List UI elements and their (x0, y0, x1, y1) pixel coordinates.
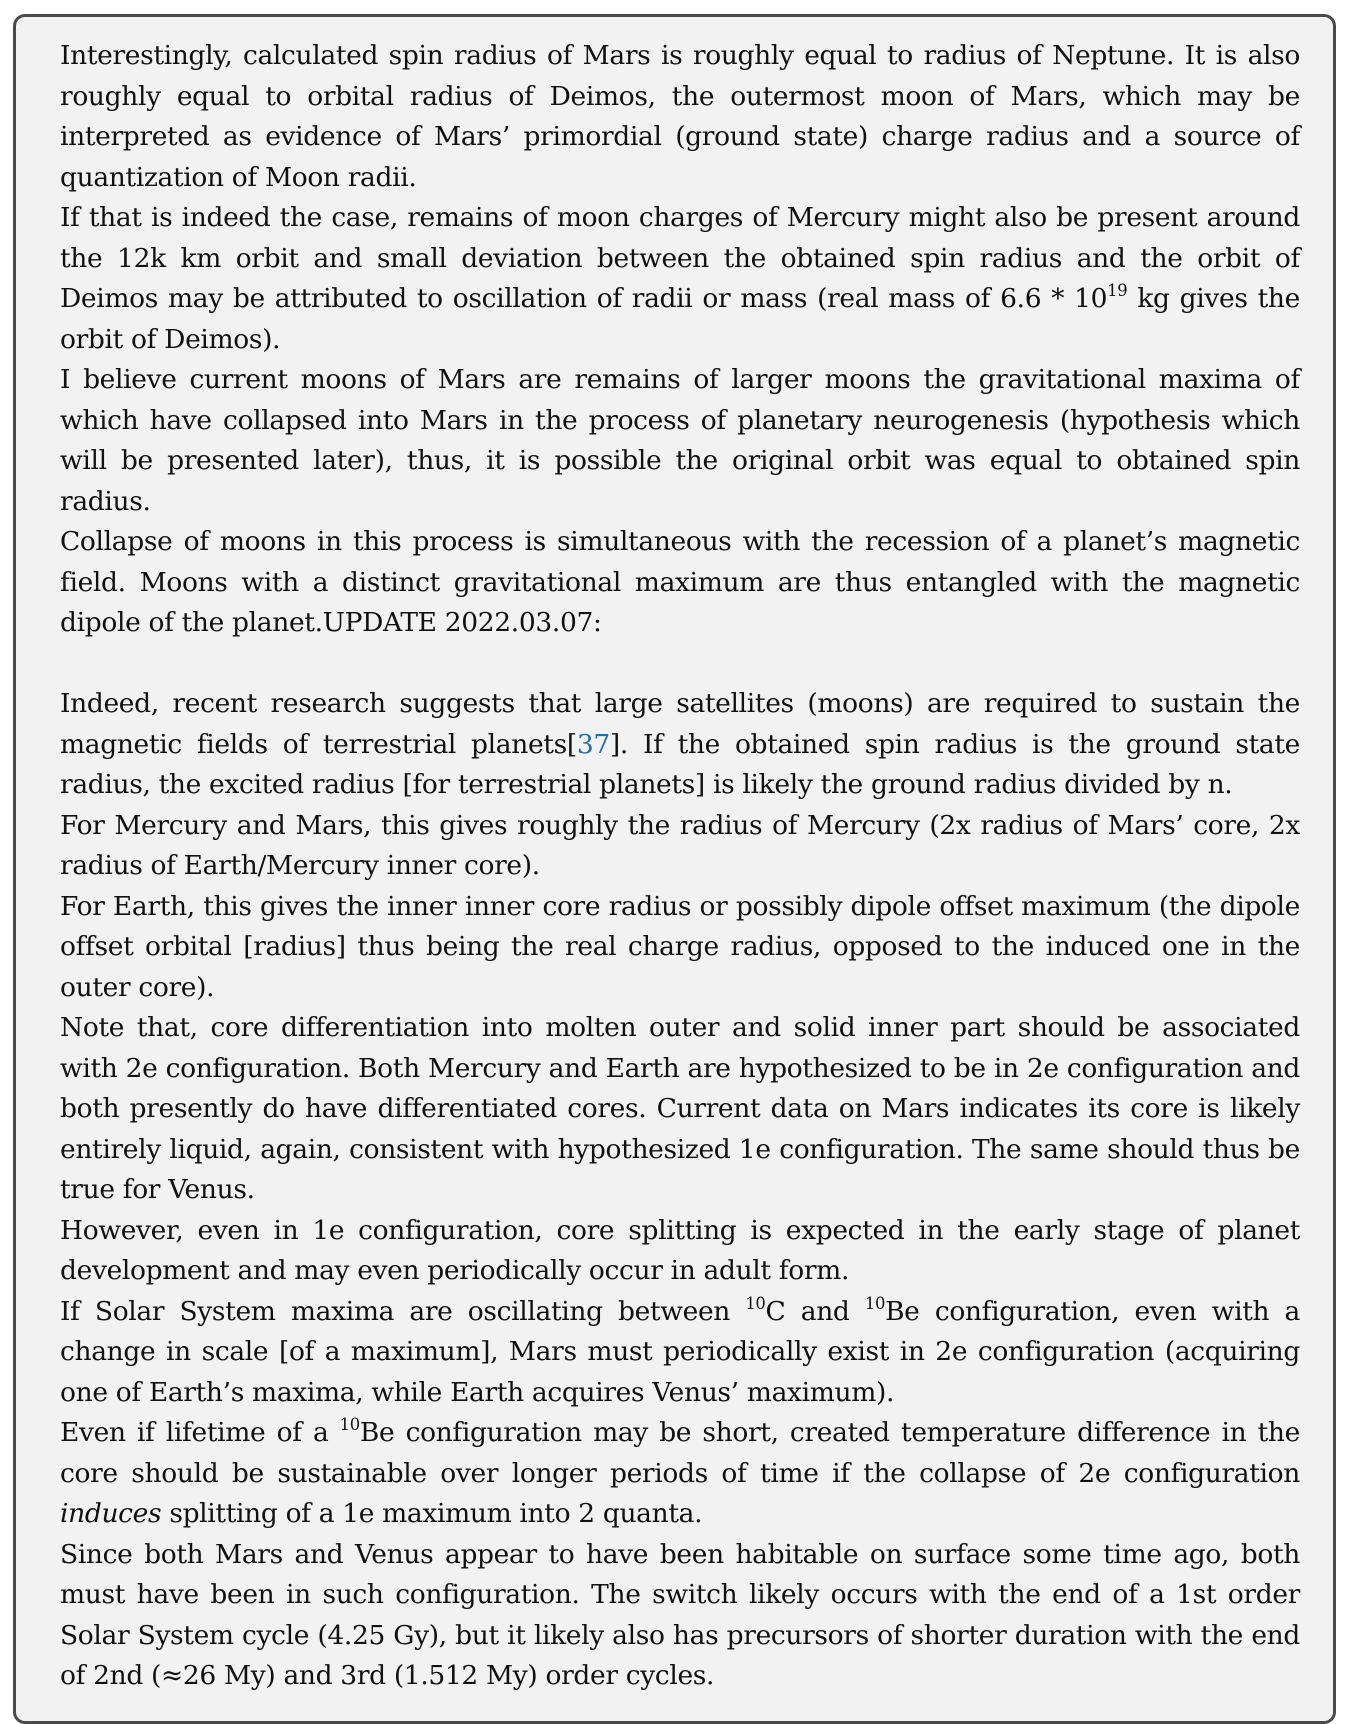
superscript-exponent: 19 (1107, 281, 1128, 301)
text-run: If Solar System maxima are oscillating between (60, 1295, 746, 1327)
superscript-isotope: 10 (745, 1293, 766, 1313)
citation-link[interactable]: 37 (576, 728, 610, 760)
paragraph-mars-spin-radius: Interestingly, calculated spin radius of Mars is roughly equal to radius of Neptune. It is also roughly equal to orbital radius of Deimos, the outermost moon of Mars, which may be interpreted as evidence of Mars’ primordial (ground state) charge radius and a source of quantization of Moon radii. (60, 40, 1300, 193)
text-run: Be configuration, even with a change in scale [of a maximum], Mars must periodically exist in 2e configuration (acquiring one of Earth’s maxima, while Earth acquires Venus’ maximum). (60, 1295, 1301, 1408)
text-run: C and (765, 1295, 865, 1327)
paragraph-habitability-cycles: Since both Mars and Venus appear to have been habitable on surface some time ago, both must have been in such configuration. The switch likely occurs with the end of a 1st order Solar System cycle (4.25 Gy), but it likely also has precursors of shorter duration with the end of 2nd (≈26 My) and 3rd (1.512 My) order cycles. (60, 1538, 1300, 1691)
paragraph-core-differentiation: Note that, core differentiation into molten outer and solid inner part should be associated with 2e configuration. Both Mercury and Earth are hypothesized to be in 2e configuration and both presently do have differentiated cores. Current data on Mars indicates its core is likely entirely liquid, again, consistent with hypothesized 1e configuration. The same should thus be true for Venus. (60, 1012, 1300, 1205)
paragraph-collapse-of-moons: Collapse of moons in this process is simultaneous with the recession of a planet’s magnetic field. Moons with a distinct gravitational maximum are thus entangled with the magnetic dipole of the planet.UPDATE 2022.03.07: (60, 526, 1300, 638)
paragraph-update-research (60, 684, 1300, 806)
text-run: If that is indeed the case, remains of moon charges of Mercury might also be present around the 12k km orbit and small deviation between the obtained spin radius and the orbit of Deimos may be attributed to oscillation of radii or mass (real mass of 6.6 * 10 (60, 202, 1300, 314)
emphasis-text: induces (60, 1498, 162, 1529)
superscript-isotope: 10 (864, 1293, 886, 1313)
text-run: Even if lifetime of a (60, 1417, 340, 1448)
paragraph-spacer (60, 644, 1300, 685)
text-run: Be configuration may be short, created temperature difference in the core should be sustainable over longer periods of time if the collapse of 2e configuration (60, 1417, 1300, 1489)
superscript-isotope: 10 (339, 1415, 360, 1435)
text-run: kg gives the orbit of Deimos). (60, 283, 1300, 355)
paragraph-mercury-moon-charges (60, 198, 1300, 360)
paragraph-solar-system-maxima (60, 1292, 1300, 1414)
paragraph-be-configuration-lifetime (60, 1413, 1300, 1535)
paragraph-earth-inner-core: For Earth, this gives the inner inner core radius or possibly dipole offset maximum (the dipole offset orbital [radius] thus being the real charge radius, opposed to the induced one in the outer core). (60, 890, 1300, 1003)
paragraph-core-splitting: However, even in 1e configuration, core splitting is expected in the early stage of planet development and may even periodically occur in adult form. (60, 1214, 1300, 1286)
text-run: Indeed, recent research suggests that large satellites (moons) are required to sustain the magnetic fields of terrestrial planets[ (60, 688, 1300, 760)
paragraph-moons-of-mars: I believe current moons of Mars are remains of larger moons the gravitational maxima of which have collapsed into Mars in the process of planetary neurogenesis (hypothesis which will be presented later), thus, it is possible the original orbit was equal to obtained spin radius. (60, 364, 1300, 517)
paragraph-mercury-and-mars: For Mercury and Mars, this gives roughly the radius of Mercury (2x radius of Mars’ core, 2x radius of Earth/Mercury inner core). (60, 809, 1300, 881)
document-body (60, 36, 1300, 1697)
text-run: splitting of a 1e maximum into 2 quanta. (161, 1498, 703, 1529)
text-run: ]. If the obtained spin radius is the ground state radius, the excited radius [for terrestrial planets] is likely the ground radius divided by n. (60, 728, 1300, 800)
